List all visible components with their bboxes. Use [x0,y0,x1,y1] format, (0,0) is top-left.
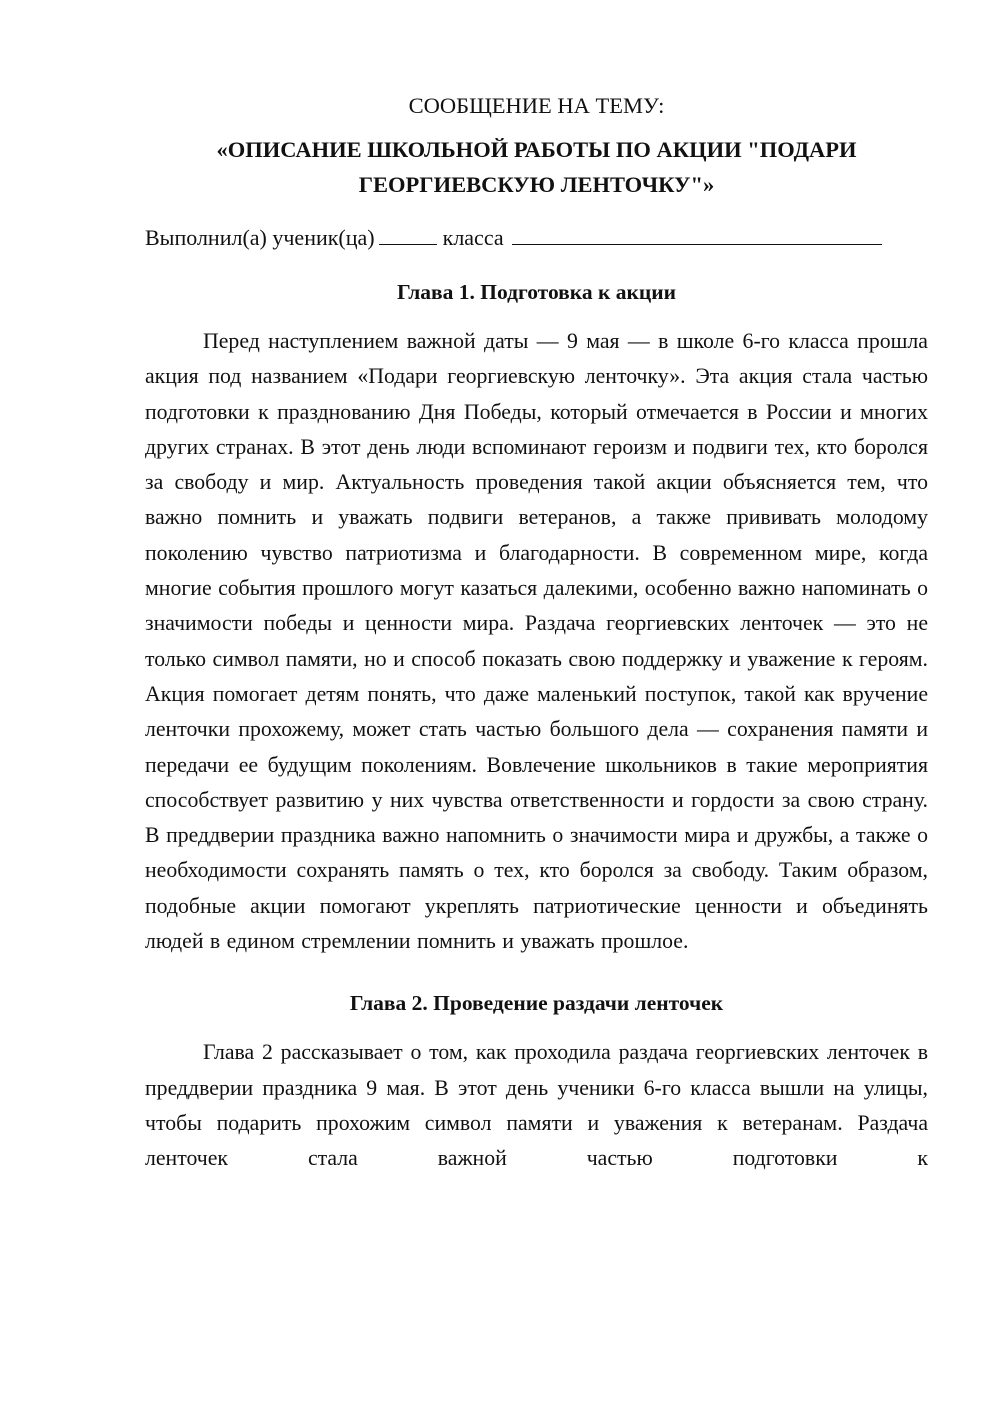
chapter-1-text: Перед наступлением важной даты — 9 мая — в школе 6-го класса прошла акция под названием «Подари георгиевскую ленточку». Эта акция стала частью подготовки к празднованию Дня Победы, который отмечается в России и многих других странах. В этот день люди вспоминают героизм и подвиги тех, кто боролся за свободу и мир. Актуальность проведения такой акции объясняется тем, что важно помнить и уважать подвиги ветеранов, а также прививать молодому поколению чувство патриотизма и благодарности. В современном мире, когда многие события прошлого могут казаться далекими, особенно важно напоминать о значимости победы и ценности мира. Раздача георгиевских ленточек — это не только символ памяти, но и способ показать свою поддержку и уважение к героям. Акция помогает детям понять, что даже маленький поступок, такой как вручение ленточки прохожему, может стать частью большого дела — сохранения памяти и передачи ее будущим поколениям. Вовлечение школьников в такие мероприятия способствует развитию у них чувства ответственности и гордости за свою страну. В преддверии праздника важно напомнить о значимости мира и дружбы, а также о необходимости сохранять память о тех, кто боролся за свободу. Таким образом, подобные акции помогают укреплять патриотические ценности и объединять людей в едином стремлении помнить и уважать прошлое. [145,329,928,954]
class-number-blank [379,222,437,245]
document-page [145,88,928,1177]
author-class-label: класса [442,225,504,250]
topic-label: СООБЩЕНИЕ НА ТЕМУ: [408,93,665,118]
document-title: «ОПИСАНИЕ ШКОЛЬНОЙ РАБОТЫ ПО АКЦИИ "ПОДАРИ ГЕОРГИЕВСКУЮ ЛЕНТОЧКУ"» [216,137,857,197]
author-prefix: Выполнил(а) ученик(ца) [145,225,375,250]
chapter-2-text: Глава 2 рассказывает о том, как проходила раздача георгиевских ленточек в преддверии праздника 9 мая. В этот день ученики 6-го класса вышли на улицы, чтобы подарить прохожим символ памяти и уважения к ветеранам. Раздача ленточек стала важной частью подготовки к [145,1040,928,1171]
author-line [145,220,928,256]
chapter-1-title: Глава 1. Подготовка к акции [396,280,677,304]
chapter-2-title: Глава 2. Проведение раздачи ленточек [349,991,724,1016]
student-name-blank [512,222,882,245]
